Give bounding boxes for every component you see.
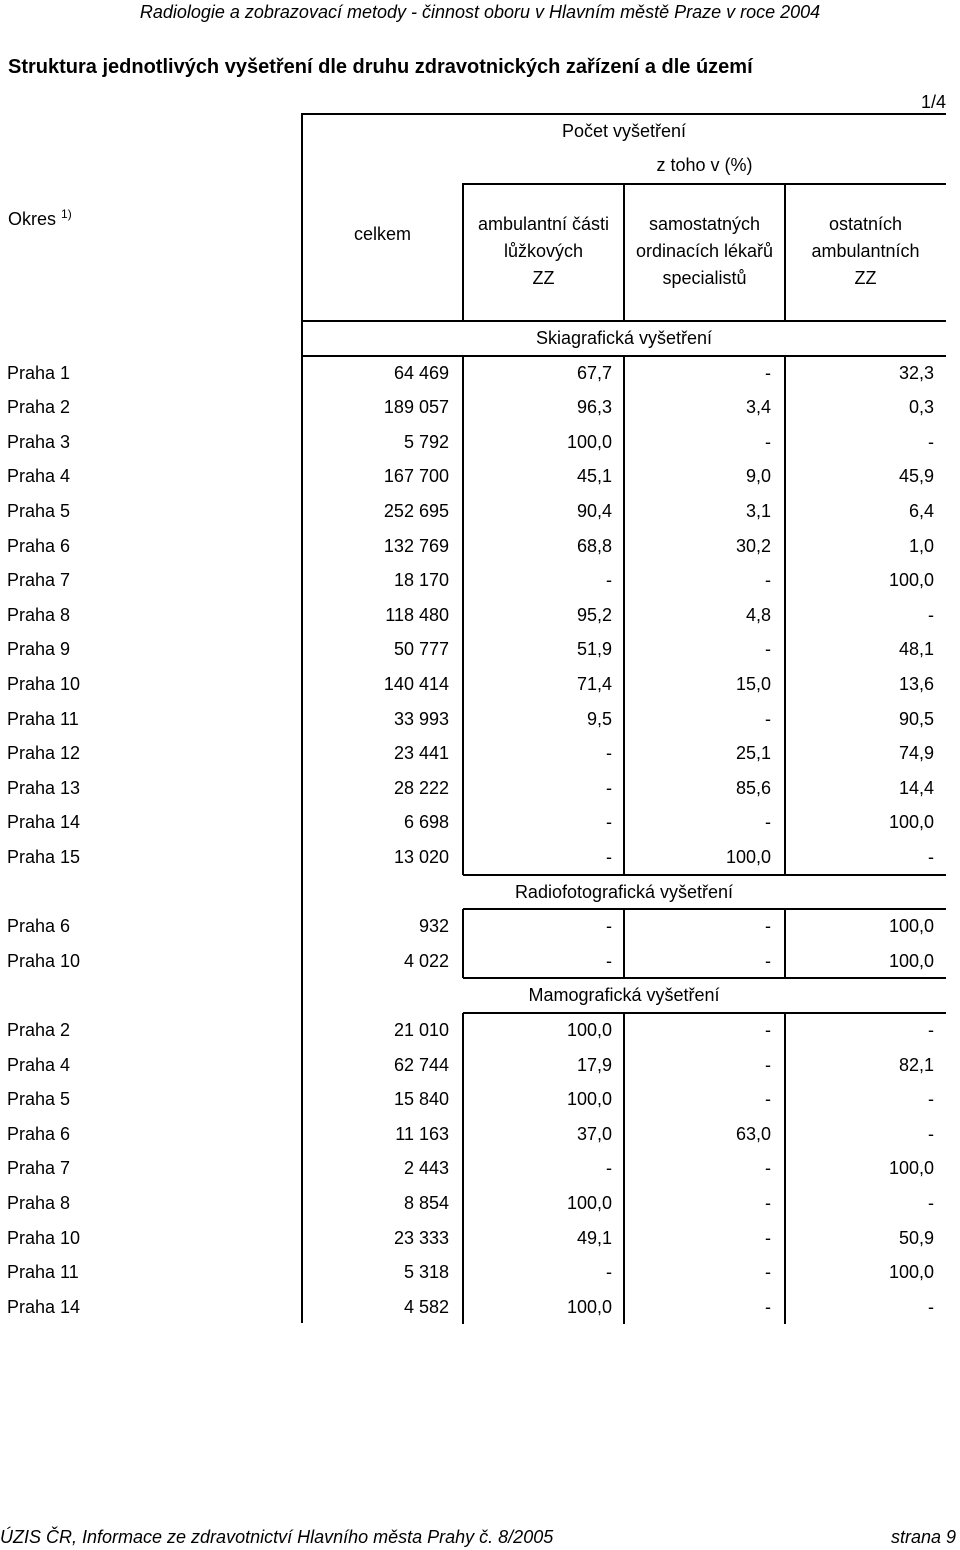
- other-share-cell: 74,9: [898, 743, 934, 764]
- col-divider-4: [784, 183, 786, 320]
- district-cell: Praha 6: [7, 1123, 71, 1144]
- col-divider-2: [462, 183, 464, 320]
- other-share-cell: 13,6: [898, 674, 934, 694]
- inpatient-share-cell: -: [606, 950, 612, 971]
- specialist-share-cell: -: [765, 950, 771, 971]
- page-number: 1/4: [920, 92, 946, 112]
- inpatient-share-cell: -: [606, 570, 612, 591]
- total-cell: 167 700: [383, 466, 449, 487]
- other-share-cell: 100,0: [888, 1158, 934, 1179]
- specialist-share-cell: -: [765, 1227, 771, 1248]
- specialist-share-cell: 100,0: [725, 847, 771, 867]
- district-cell: Praha 4: [7, 466, 71, 487]
- count-group-header: Počet vyšetření: [561, 121, 687, 141]
- specialist-share-cell: -: [765, 362, 771, 383]
- running-header: Radiologie a zobrazovací metody - činnost oboru v Hlavním městě Praze v roce 2004: [139, 2, 821, 22]
- other-share-cell: -: [928, 431, 934, 452]
- total-cell: 118 480: [385, 604, 449, 625]
- specialist-share-cell: -: [765, 1089, 771, 1110]
- district-cell: Praha 5: [7, 1089, 71, 1110]
- total-cell: 5 792: [403, 431, 449, 452]
- total-cell: 5 318: [403, 1262, 449, 1283]
- specialist-share-cell: -: [765, 708, 771, 729]
- other-share-cell: 90,5: [898, 708, 934, 729]
- inpatient-share-cell: 100,0: [566, 1020, 612, 1040]
- other-share-cell: 100,0: [888, 950, 934, 971]
- district-cell: Praha 4: [7, 1054, 71, 1075]
- row-col-divider: [623, 909, 625, 978]
- section-title: Skiagrafická vyšetření: [535, 328, 713, 348]
- total-cell: 15 840: [393, 1089, 449, 1110]
- total-cell: 132 769: [383, 535, 449, 556]
- district-cell: Praha 15: [7, 847, 81, 867]
- other-share-cell: -: [928, 604, 934, 625]
- total-cell: 18 170: [393, 570, 449, 591]
- total-cell: 64 469: [393, 362, 449, 383]
- header-mid-rule: [463, 183, 946, 185]
- district-cell: Praha 12: [7, 743, 81, 764]
- section-title: Mamografická vyšetření: [528, 985, 720, 1006]
- total-cell: 4 022: [403, 950, 449, 971]
- district-cell: Praha 11: [7, 1262, 79, 1283]
- specialist-share-cell: 15,0: [735, 674, 771, 694]
- district-cell: Praha 6: [7, 916, 71, 937]
- other-share-cell: -: [928, 1123, 934, 1144]
- other-share-cell: 100,0: [888, 916, 934, 937]
- specialist-share-cell: 9,0: [745, 466, 771, 487]
- total-cell: 252 695: [383, 501, 449, 521]
- total-cell: 2 443: [403, 1158, 449, 1179]
- inpatient-share-cell: -: [606, 1158, 612, 1179]
- section-bottom-rule: [463, 908, 946, 910]
- total-cell: 23 441: [393, 743, 449, 764]
- total-cell: 189 057: [383, 397, 449, 418]
- inpatient-share-cell: -: [606, 1262, 612, 1283]
- section-top-rule: [463, 977, 946, 979]
- total-cell: 23 333: [393, 1227, 449, 1248]
- inpatient-share-cell: -: [606, 743, 612, 764]
- other-share-cell: 82,1: [898, 1054, 934, 1075]
- total-cell: 6 698: [403, 812, 449, 833]
- specialist-share-cell: -: [765, 916, 771, 937]
- total-cell: 4 582: [403, 1296, 449, 1317]
- inpatient-share-cell: 100,0: [566, 1296, 612, 1317]
- inpatient-share-cell: 67,7: [576, 362, 612, 383]
- district-cell: Praha 10: [7, 950, 81, 971]
- specialist-share-cell: -: [765, 1158, 771, 1179]
- district-cell: Praha 9: [7, 639, 71, 660]
- inpatient-share-cell: 49,1: [576, 1227, 612, 1248]
- inpatient-share-cell: -: [606, 777, 612, 798]
- other-share-cell: 100,0: [888, 1262, 934, 1283]
- district-cell: Praha 2: [7, 397, 71, 418]
- inpatient-share-cell: 68,8: [576, 535, 612, 556]
- other-share-cell: -: [928, 1020, 934, 1040]
- specialist-share-cell: -: [765, 570, 771, 591]
- specialist-share-cell: -: [765, 1296, 771, 1317]
- specialist-share-cell: 4,8: [745, 604, 771, 625]
- total-header: celkem: [353, 224, 411, 244]
- total-cell: 21 010: [393, 1020, 449, 1040]
- total-cell: 62 744: [393, 1054, 449, 1075]
- inpatient-share-cell: 96,3: [576, 397, 612, 418]
- district-cell: Praha 6: [7, 535, 71, 556]
- inpatient-share-cell: 100,0: [566, 1193, 612, 1213]
- specialist-share-cell: -: [765, 1193, 771, 1213]
- district-cell: Praha 5: [7, 501, 71, 521]
- header-top-rule: [302, 113, 946, 115]
- specialist-share-cell: 85,6: [735, 777, 771, 798]
- district-cell: Praha 14: [7, 812, 81, 833]
- other-share-cell: 14,4: [898, 777, 934, 798]
- specialist-share-cell: 25,1: [735, 743, 771, 764]
- row-col-divider: [623, 356, 625, 875]
- header-bottom-rule: [302, 320, 946, 322]
- inpatient-share-cell: 45,1: [576, 466, 612, 487]
- col-divider-3: [623, 183, 625, 320]
- inpatient-share-cell: 37,0: [576, 1123, 612, 1144]
- specialist-share-cell: 30,2: [735, 535, 771, 556]
- section-bottom-rule: [463, 1012, 946, 1014]
- other-share-cell: 100,0: [888, 570, 934, 591]
- district-cell: Praha 7: [7, 1158, 71, 1179]
- section-title: Radiofotografická vyšetření: [514, 881, 734, 902]
- row-col-divider: [784, 356, 786, 875]
- specialist-share-cell: -: [765, 1020, 771, 1040]
- total-cell: 8 854: [403, 1193, 449, 1213]
- total-cell: 28 222: [393, 777, 449, 798]
- row-col-divider: [784, 1013, 786, 1324]
- inpatient-share-cell: 90,4: [576, 501, 612, 521]
- district-cell: Praha 3: [7, 431, 71, 452]
- row-col-divider: [462, 909, 464, 978]
- inpatient-share-cell: 100,0: [566, 431, 612, 452]
- district-cell: Praha 10: [7, 1227, 81, 1248]
- other-share-cell: 50,9: [898, 1227, 934, 1248]
- other-share-cell: 48,1: [898, 639, 934, 660]
- inpatient-share-cell: 17,9: [576, 1054, 612, 1075]
- col-a-header: ambulantní části lůžkových ZZ: [477, 214, 610, 288]
- inpatient-share-cell: -: [606, 847, 612, 867]
- col-c-header: ostatních ambulantních ZZ: [811, 214, 920, 288]
- inpatient-share-cell: 95,2: [576, 604, 612, 625]
- district-header: Okres $^{1)}$: [8, 207, 72, 229]
- total-cell: 33 993: [393, 708, 449, 729]
- district-cell: Praha 8: [7, 604, 71, 625]
- inpatient-share-cell: 100,0: [566, 1089, 612, 1110]
- total-cell: 50 777: [393, 639, 449, 660]
- district-cell: Praha 1: [7, 362, 71, 383]
- other-share-cell: 0,3: [908, 397, 934, 418]
- district-cell: Praha 11: [7, 708, 79, 729]
- inpatient-share-cell: 51,9: [576, 639, 612, 660]
- other-share-cell: 32,3: [898, 362, 934, 383]
- section-top-rule: [463, 874, 946, 876]
- row-col-divider: [462, 356, 464, 875]
- total-cell: 932: [418, 916, 449, 937]
- inpatient-share-cell: -: [606, 812, 612, 833]
- inpatient-share-cell: -: [606, 916, 612, 937]
- other-share-cell: -: [928, 1089, 934, 1110]
- other-share-cell: 45,9: [898, 466, 934, 487]
- row-col-divider: [784, 909, 786, 978]
- share-group-header: z toho v (%): [656, 155, 753, 175]
- inpatient-share-cell: 9,5: [586, 708, 612, 729]
- specialist-share-cell: -: [765, 639, 771, 660]
- other-share-cell: 100,0: [888, 812, 934, 833]
- specialist-share-cell: 63,0: [735, 1123, 771, 1144]
- specialist-share-cell: -: [765, 1054, 771, 1075]
- district-cell: Praha 14: [7, 1296, 81, 1317]
- total-cell: 140 414: [383, 674, 449, 694]
- specialist-share-cell: -: [765, 812, 771, 833]
- total-cell: 11 163: [395, 1123, 449, 1144]
- footer-page: strana 9: [890, 1527, 956, 1547]
- district-cell: Praha 7: [7, 570, 71, 591]
- district-cell: Praha 8: [7, 1193, 71, 1213]
- total-cell: 13 020: [393, 847, 449, 867]
- row-col-divider: [462, 1013, 464, 1324]
- other-share-cell: -: [928, 1296, 934, 1317]
- other-share-cell: -: [928, 1193, 934, 1213]
- specialist-share-cell: -: [765, 431, 771, 452]
- row-col-divider: [623, 1013, 625, 1324]
- other-share-cell: 6,4: [908, 501, 934, 521]
- specialist-share-cell: -: [765, 1262, 771, 1283]
- footer-publication: ÚZIS ČR, Informace ze zdravotnictví Hlavního města Prahy č. 8/2005: [0, 1527, 554, 1547]
- district-cell: Praha 10: [7, 674, 81, 694]
- other-share-cell: -: [928, 847, 934, 867]
- district-cell: Praha 13: [7, 777, 81, 798]
- district-cell: Praha 2: [7, 1020, 71, 1040]
- other-share-cell: 1,0: [908, 535, 934, 556]
- specialist-share-cell: 3,1: [745, 501, 771, 521]
- inpatient-share-cell: 71,4: [576, 674, 612, 694]
- page-title: Struktura jednotlivých vyšetření dle druhu zdravotnických zařízení a dle území: [8, 56, 753, 78]
- specialist-share-cell: 3,4: [745, 397, 771, 418]
- col-b-header: samostatných ordinacích lékařů specialistů: [635, 214, 774, 288]
